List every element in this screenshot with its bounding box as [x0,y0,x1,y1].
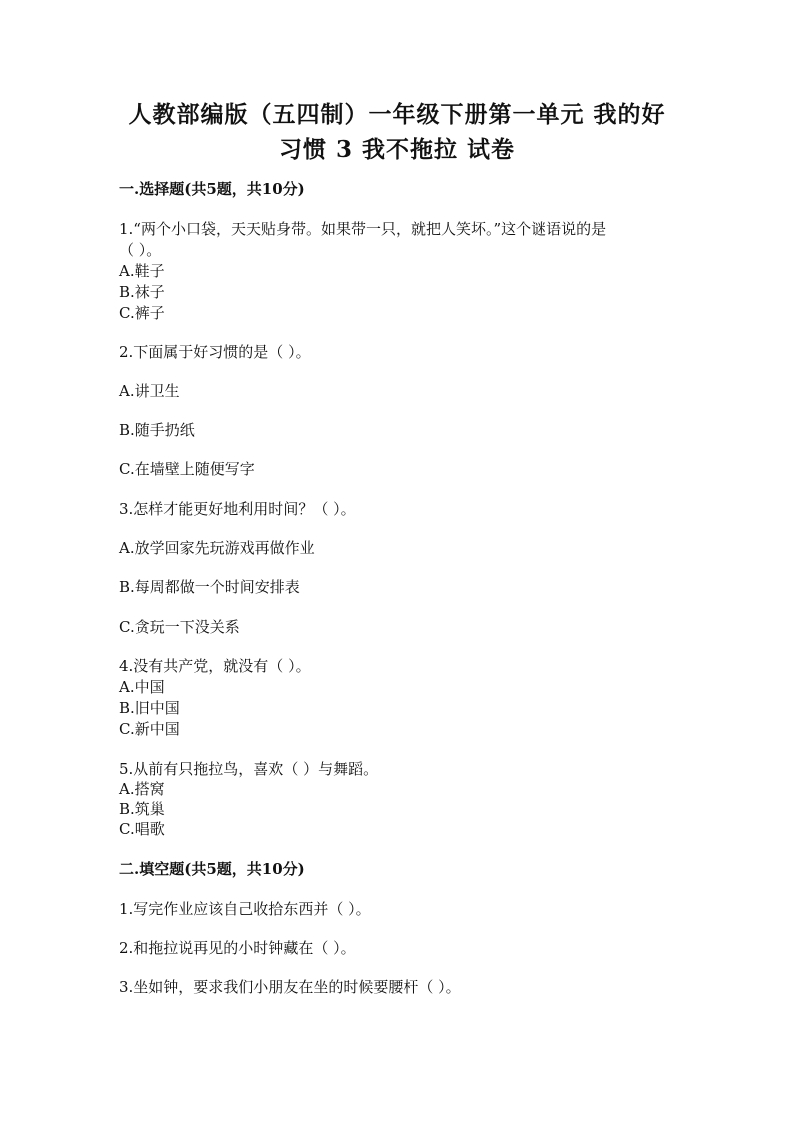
question-2-stem: 2.下面属于好习惯的是（ ）。 [119,343,311,361]
fill-question-3: 3.坐如钟，要求我们小朋友在坐的时候要腰杆（ ）。 [119,978,461,996]
question-2-option-a: A.讲卫生 [119,382,180,400]
question-3-option-c: C.贪玩一下没关系 [119,618,240,636]
question-5-option-c: C.唱歌 [119,820,165,838]
question-5-option-b: B.筑巢 [119,800,165,818]
question-1-option-b: B.袜子 [119,283,165,301]
section-heading-fill-in: 二.填空题(共5题，共10分) [119,860,305,878]
question-1-option-a: A.鞋子 [119,262,165,280]
question-4-option-a: A.中国 [119,678,165,696]
question-1-stem-line-1: 1.“两个小口袋，天天贴身带。如果带一只，就把人笑坏。”这个谜语说的是 [119,220,607,238]
question-2-option-c: C.在墙壁上随便写字 [119,460,255,478]
question-5-stem: 5.从前有只拖拉鸟，喜欢（ ）与舞蹈。 [119,760,379,778]
question-3-stem: 3.怎样才能更好地利用时间？（ ）。 [119,500,356,518]
question-1-option-c: C.裤子 [119,304,165,322]
question-5-option-a: A.搭窝 [119,780,165,798]
question-1-stem-line-2: （ ）。 [119,241,162,259]
question-4-option-b: B.旧中国 [119,699,180,717]
fill-question-2: 2.和拖拉说再见的小时钟藏在（ ）。 [119,939,356,957]
question-2-option-b: B.随手扔纸 [119,421,195,439]
question-4-stem: 4.没有共产党，就没有（ ）。 [119,657,311,675]
section-heading-multiple-choice: 一.选择题(共5题，共10分) [119,180,305,198]
exam-title-line-1: 人教部编版（五四制）一年级下册第一单元 我的好 [128,101,666,128]
fill-question-1: 1.写完作业应该自己收拾东西并（ ）。 [119,900,371,918]
question-4-option-c: C.新中国 [119,720,180,738]
exam-title-line-2: 习惯 3 我不拖拉 试卷 [278,136,516,163]
question-3-option-b: B.每周都做一个时间安排表 [119,578,300,596]
question-3-option-a: A.放学回家先玩游戏再做作业 [119,539,315,557]
